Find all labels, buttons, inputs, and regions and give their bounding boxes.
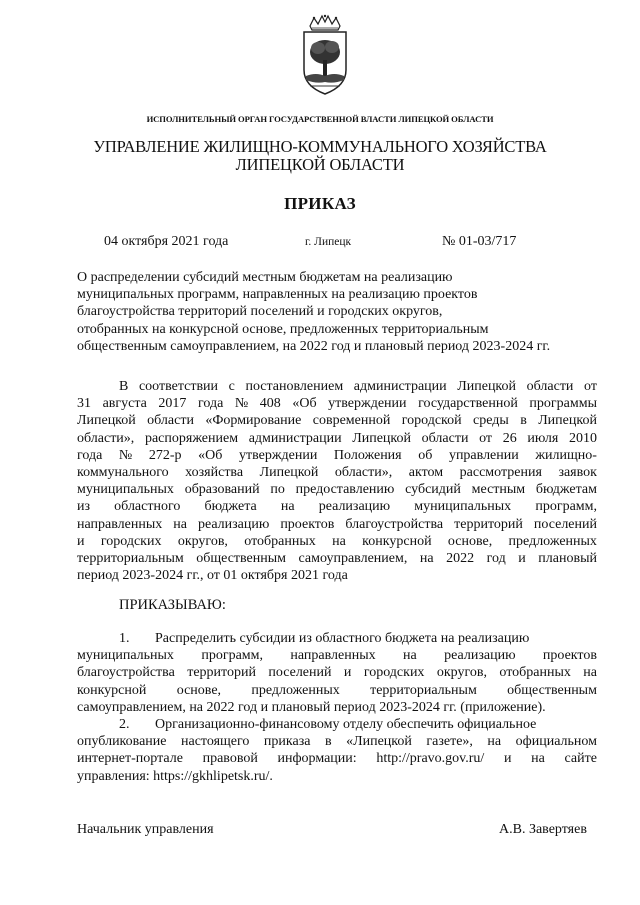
- word: субсидий: [405, 482, 461, 498]
- word: год: [486, 551, 506, 567]
- word: «Об: [292, 396, 317, 412]
- word: на: [487, 734, 502, 750]
- preamble-line: период 2023-2024 гг., от 01 октября 2021 года: [77, 568, 348, 584]
- word: бюджетам: [535, 482, 597, 498]
- word: информации:: [277, 751, 357, 767]
- word: на: [583, 665, 597, 681]
- word: территориальным: [77, 551, 184, 567]
- department-title-line-1: УПРАВЛЕНИЕ ЖИЛИЩНО-КОММУНАЛЬНОГО ХОЗЯЙСТВА: [93, 137, 547, 156]
- word: образований: [184, 482, 260, 498]
- word: 31: [77, 396, 91, 412]
- word: сайте: [564, 751, 597, 767]
- word: жилищно-: [535, 447, 597, 463]
- order-word: ПРИКАЗЫВАЮ:: [119, 597, 226, 613]
- item-line: [77, 647, 597, 664]
- word: Липецкой: [538, 413, 597, 429]
- department-title-line-2: ЛИПЕЦКОЙ ОБЛАСТИ: [235, 155, 405, 174]
- word: приказа: [263, 734, 311, 750]
- word: основе,: [176, 682, 222, 698]
- word: округов,: [177, 533, 228, 549]
- word: утверждении: [328, 396, 407, 412]
- word: хозяйства: [185, 465, 244, 481]
- word: городской: [401, 413, 462, 429]
- word: газете»,: [426, 734, 473, 750]
- subject-line: общественным самоуправлением, на 2022 год и плановый период 2023-2024 гг.: [77, 338, 551, 354]
- order-items: [77, 630, 597, 785]
- word: и: [343, 665, 352, 681]
- item-2-first-line: [77, 716, 597, 733]
- word: актом: [408, 465, 444, 481]
- word: плановый: [538, 551, 597, 567]
- word: Липецкой: [77, 413, 136, 429]
- word: «Формирование: [205, 413, 302, 429]
- word: области: [526, 379, 574, 394]
- word: направленных: [290, 648, 376, 664]
- item-line: [77, 733, 597, 750]
- item-line: самоуправлением, на 2022 год и плановый период 2023-2024 гг. (приложение).: [77, 699, 546, 715]
- word: и: [518, 551, 526, 567]
- word: администрации: [248, 430, 342, 446]
- word: на: [173, 516, 187, 532]
- word: года: [197, 396, 224, 412]
- word: муниципальных: [77, 648, 174, 664]
- word: 272-р: [148, 447, 182, 463]
- word: на: [531, 751, 545, 767]
- word: 2017: [158, 396, 187, 412]
- item-number: 1.: [119, 631, 130, 646]
- word: направленных: [77, 516, 163, 532]
- department-title: [0, 138, 640, 174]
- word: распоряжением: [144, 430, 239, 446]
- word: предложенных: [251, 682, 340, 698]
- word: коммунального: [77, 465, 169, 481]
- word: благоустройства: [77, 665, 175, 681]
- item-line: [77, 664, 597, 681]
- word: современной: [312, 413, 391, 429]
- word: настоящего: [181, 734, 250, 750]
- item-line: Распределить субсидии из областного бюджета на реализацию: [155, 631, 530, 646]
- word: программ,: [201, 648, 263, 664]
- preamble-line: [77, 516, 597, 533]
- word: на: [332, 533, 346, 549]
- word: 2010: [569, 430, 597, 446]
- item-line: [77, 682, 597, 699]
- word: городских: [100, 533, 162, 549]
- word: самоуправлением,: [298, 551, 408, 567]
- word: области: [421, 430, 469, 446]
- lipetsk-coat-of-arms-icon: [296, 14, 354, 98]
- word: об: [418, 447, 433, 463]
- word: администрации: [353, 379, 447, 394]
- signatory-title: Начальник управления: [77, 822, 214, 837]
- word: и: [503, 751, 512, 767]
- word: предоставлению: [295, 482, 395, 498]
- word: программы: [529, 396, 597, 412]
- word: №: [234, 396, 249, 412]
- word: муниципальных: [414, 499, 512, 515]
- word: управлении: [448, 447, 519, 463]
- word: заявок: [558, 465, 597, 481]
- word: областного: [114, 499, 181, 515]
- preamble-line: [77, 533, 597, 550]
- document-number: № 01-03/717: [442, 234, 517, 249]
- item-line: управления: https://gkhlipetsk.ru/.: [77, 768, 273, 784]
- word: «Об: [198, 447, 223, 463]
- word: утверждении: [238, 447, 318, 463]
- word: территорий: [454, 516, 523, 532]
- word: проектов: [542, 648, 597, 664]
- word: Липецкой: [457, 379, 517, 394]
- word: августа: [102, 396, 147, 412]
- word: июля: [527, 430, 559, 446]
- word: 26: [502, 430, 517, 446]
- word: и: [77, 533, 85, 549]
- preamble-line: [77, 412, 597, 429]
- word: 2022: [446, 551, 475, 567]
- word: постановлением: [245, 379, 344, 394]
- word: на: [403, 648, 417, 664]
- word: территорий: [187, 665, 256, 681]
- word: местным: [471, 482, 526, 498]
- word: от: [479, 430, 493, 446]
- word: области»,: [77, 430, 135, 446]
- word: общественным: [196, 551, 287, 567]
- authority-title: ИСПОЛНИТЕЛЬНЫЙ ОРГАН ГОСУДАРСТВЕННОЙ ВЛАСТИ ЛИПЕЦКОЙ ОБЛАСТИ: [146, 114, 494, 124]
- word: предложенных: [508, 533, 597, 549]
- word: благоустройства: [345, 516, 444, 532]
- preamble-line: [77, 395, 597, 412]
- word: №: [118, 447, 133, 463]
- word: реализацию: [318, 499, 391, 515]
- subject-line: муниципальных программ, направленных на реализацию проектов: [77, 287, 478, 303]
- word: основе,: [447, 533, 493, 549]
- word: территориальным: [370, 682, 477, 698]
- word: Липецкой: [259, 465, 319, 481]
- word: рассмотрения: [459, 465, 542, 481]
- word: из: [77, 499, 91, 515]
- item-number: 2.: [119, 717, 130, 733]
- preamble-line: [77, 447, 597, 464]
- document-date: 04 октября 2021 года: [104, 234, 229, 249]
- word: от: [584, 379, 597, 394]
- word: конкурсной: [77, 682, 147, 698]
- word: на: [419, 551, 434, 567]
- word: муниципальных: [77, 482, 174, 498]
- word: Положения: [333, 447, 402, 463]
- subject-line: О распределении субсидий местным бюджетам на реализацию: [77, 270, 453, 285]
- word: в: [324, 734, 332, 750]
- word: поселений: [533, 516, 597, 532]
- word: отобранных: [499, 665, 571, 681]
- word: года: [77, 447, 103, 463]
- item-1-first-line: [77, 630, 597, 647]
- word: интернет-портале: [77, 751, 183, 767]
- word: соответствии: [138, 379, 219, 394]
- signatory-name: А.В. Завертяев: [499, 822, 587, 837]
- word: с: [228, 379, 235, 394]
- word: отобранных: [244, 533, 316, 549]
- word: на: [280, 499, 295, 515]
- word: 408: [259, 396, 281, 412]
- word: в: [520, 413, 527, 429]
- word: http://pravo.gov.ru/: [376, 751, 485, 767]
- word: программ,: [535, 499, 597, 515]
- word: по: [270, 482, 285, 498]
- item-line: Организационно-финансовому отделу обеспечить официальное: [155, 717, 537, 733]
- word: среды: [473, 413, 509, 429]
- word: опубликование: [77, 734, 167, 750]
- subject-line: отобранных на конкурсной основе, предложенных территориальным: [77, 321, 489, 337]
- word: проектов: [280, 516, 335, 532]
- document-city: г. Липецк: [305, 236, 352, 248]
- word: Липецкой: [352, 430, 412, 446]
- word: правовой: [202, 751, 258, 767]
- preamble-paragraph: [77, 378, 597, 584]
- word: области»,: [334, 465, 393, 481]
- preamble-line: [77, 378, 597, 395]
- word: городских: [363, 665, 425, 681]
- word: области: [147, 413, 194, 429]
- word: реализацию: [197, 516, 270, 532]
- preamble-line: [77, 430, 597, 447]
- word: официальном: [515, 734, 597, 750]
- word: «Липецкой: [346, 734, 412, 750]
- subject-line: благоустройства территорий поселений и городских округов,: [77, 304, 443, 320]
- preamble-line: [77, 464, 597, 481]
- preamble-line: [77, 481, 597, 498]
- document-subject: [77, 269, 597, 355]
- word: бюджета: [204, 499, 257, 515]
- word: государственной: [418, 396, 518, 412]
- word: общественным: [507, 682, 597, 698]
- word: округов,: [436, 665, 487, 681]
- word: конкурсной: [362, 533, 432, 549]
- preamble-line: [77, 498, 597, 515]
- word: В: [119, 379, 129, 394]
- preamble-line: [77, 550, 597, 567]
- item-line: [77, 750, 597, 767]
- word: поселений: [268, 665, 332, 681]
- word: реализацию: [444, 648, 516, 664]
- document-type: ПРИКАЗ: [284, 194, 356, 213]
